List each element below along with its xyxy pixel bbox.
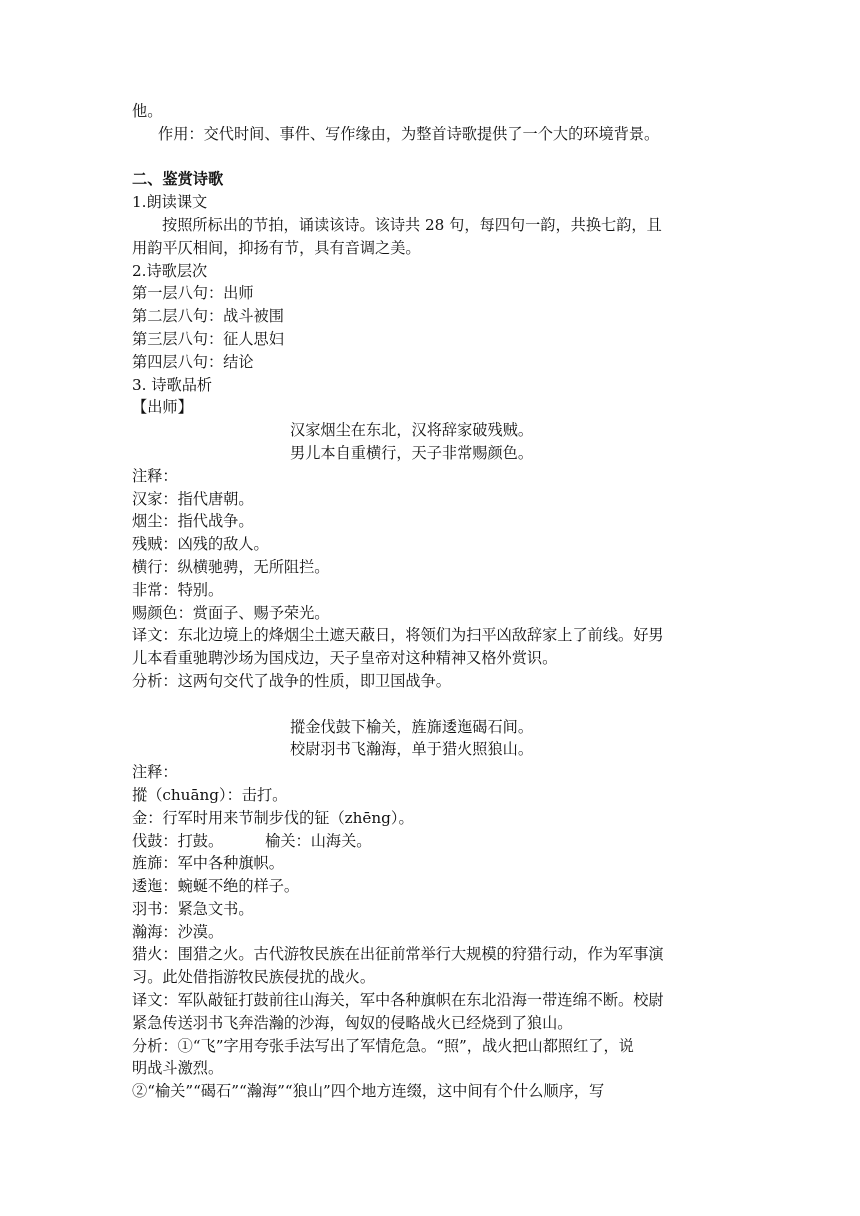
structure-layer-1: 第一层八句：出师: [132, 284, 254, 303]
note-item: 烟尘：指代战争。: [132, 512, 254, 531]
analysis-line: 分析：这两句交代了战争的性质，即卫国战争。: [132, 671, 451, 690]
note-item: 旌旆：军中各种旗帜。: [132, 854, 284, 873]
note-item: 金：行军时用来节制步伐的钲（zhēng）。: [132, 808, 414, 827]
part-title-chushi: 【出师】: [132, 398, 193, 417]
reading-instruction-line-1: 按照所标出的节拍，诵读该诗。该诗共 28 句，每四句一韵，共换七韵，且: [162, 215, 662, 234]
poem-line: 汉家烟尘在东北，汉将辞家破残贼。: [290, 421, 533, 440]
blank-line: [132, 693, 732, 716]
structure-layer-3: 第三层八句：征人思妇: [132, 329, 284, 348]
analysis-line-1: 分析：①“飞”字用夸张手法写出了军情危急。“照”，战火把山都照红了，说: [132, 1036, 634, 1055]
poem-line: 摐金伐鼓下榆关，旌旆逶迤碣石间。: [290, 717, 533, 736]
document-body: [132, 100, 732, 1103]
note-item: 猎火：围猎之火。古代游牧民族在出征前常举行大规模的狩猎行动，作为军事演: [132, 945, 664, 964]
poem-line: 校尉羽书飞瀚海，单于猎火照狼山。: [290, 740, 533, 759]
subsection-title-analysis: 3. 诗歌品析: [132, 375, 213, 394]
background-role-text: 作用：交代时间、事件、写作缘由，为整首诗歌提供了一个大的环境背景。: [158, 124, 660, 143]
note-item: 横行：纵横驰骋，无所阻拦。: [132, 557, 330, 576]
translation-line-1: 译文：军队敲钲打鼓前往山海关，军中各种旗帜在东北沿海一带连绵不断。校尉: [132, 991, 664, 1010]
reading-instruction-line-2: 用韵平仄相间，抑扬有节，具有音调之美。: [132, 238, 421, 257]
blank-line: [132, 146, 732, 169]
note-yuguan: 榆关：山海关。: [265, 831, 372, 850]
note-item: 残贼：凶残的敌人。: [132, 535, 269, 554]
section-title: 二、鉴赏诗歌: [132, 170, 224, 189]
translation-line-2: 儿本看重驰聘沙场为国戍边，天子皇帝对这种精神又格外赏识。: [132, 649, 558, 668]
poem-line: 男儿本自重横行，天子非常赐颜色。: [290, 443, 533, 462]
notes-label: 注释：: [132, 466, 178, 485]
structure-layer-2: 第二层八句：战斗被围: [132, 307, 284, 326]
paragraph-continuation: 他。: [132, 102, 163, 120]
analysis-line-2: 明战斗激烈。: [132, 1059, 224, 1078]
subsection-title-structure: 2.诗歌层次: [132, 261, 208, 280]
translation-line-1: 译文：东北边境上的烽烟尘土遮天蔽日，将领们为扫平凶敌辞家上了前线。好男: [132, 626, 664, 645]
notes-label: 注释：: [132, 763, 178, 782]
analysis-line-3: ②“榆关”“碣石”“瀚海”“狼山”四个地方连缀，这中间有个什么顺序，写: [132, 1082, 605, 1101]
structure-layer-4: 第四层八句：结论: [132, 352, 254, 371]
note-item: 逶迤：蜿蜒不绝的样子。: [132, 877, 300, 896]
note-item: 非常：特别。: [132, 580, 224, 599]
note-item: 摐（chuāng）：击打。: [132, 785, 288, 804]
note-item: 羽书：紧急文书。: [132, 899, 254, 918]
note-item: 赐颜色：赏面子、赐予荣光。: [132, 603, 330, 622]
note-item: 汉家：指代唐朝。: [132, 489, 254, 508]
note-item: 瀚海：沙漠。: [132, 922, 224, 941]
subsection-title-reading: 1.朗读课文: [132, 193, 208, 212]
translation-line-2: 紧急传送羽书飞奔浩瀚的沙海，匈奴的侵略战火已经烧到了狼山。: [132, 1013, 573, 1032]
note-item-pair: [132, 830, 732, 853]
note-item-continued: 习。此处借指游牧民族侵扰的战火。: [132, 968, 375, 987]
note-fagu: 伐鼓：打鼓。: [132, 831, 224, 850]
